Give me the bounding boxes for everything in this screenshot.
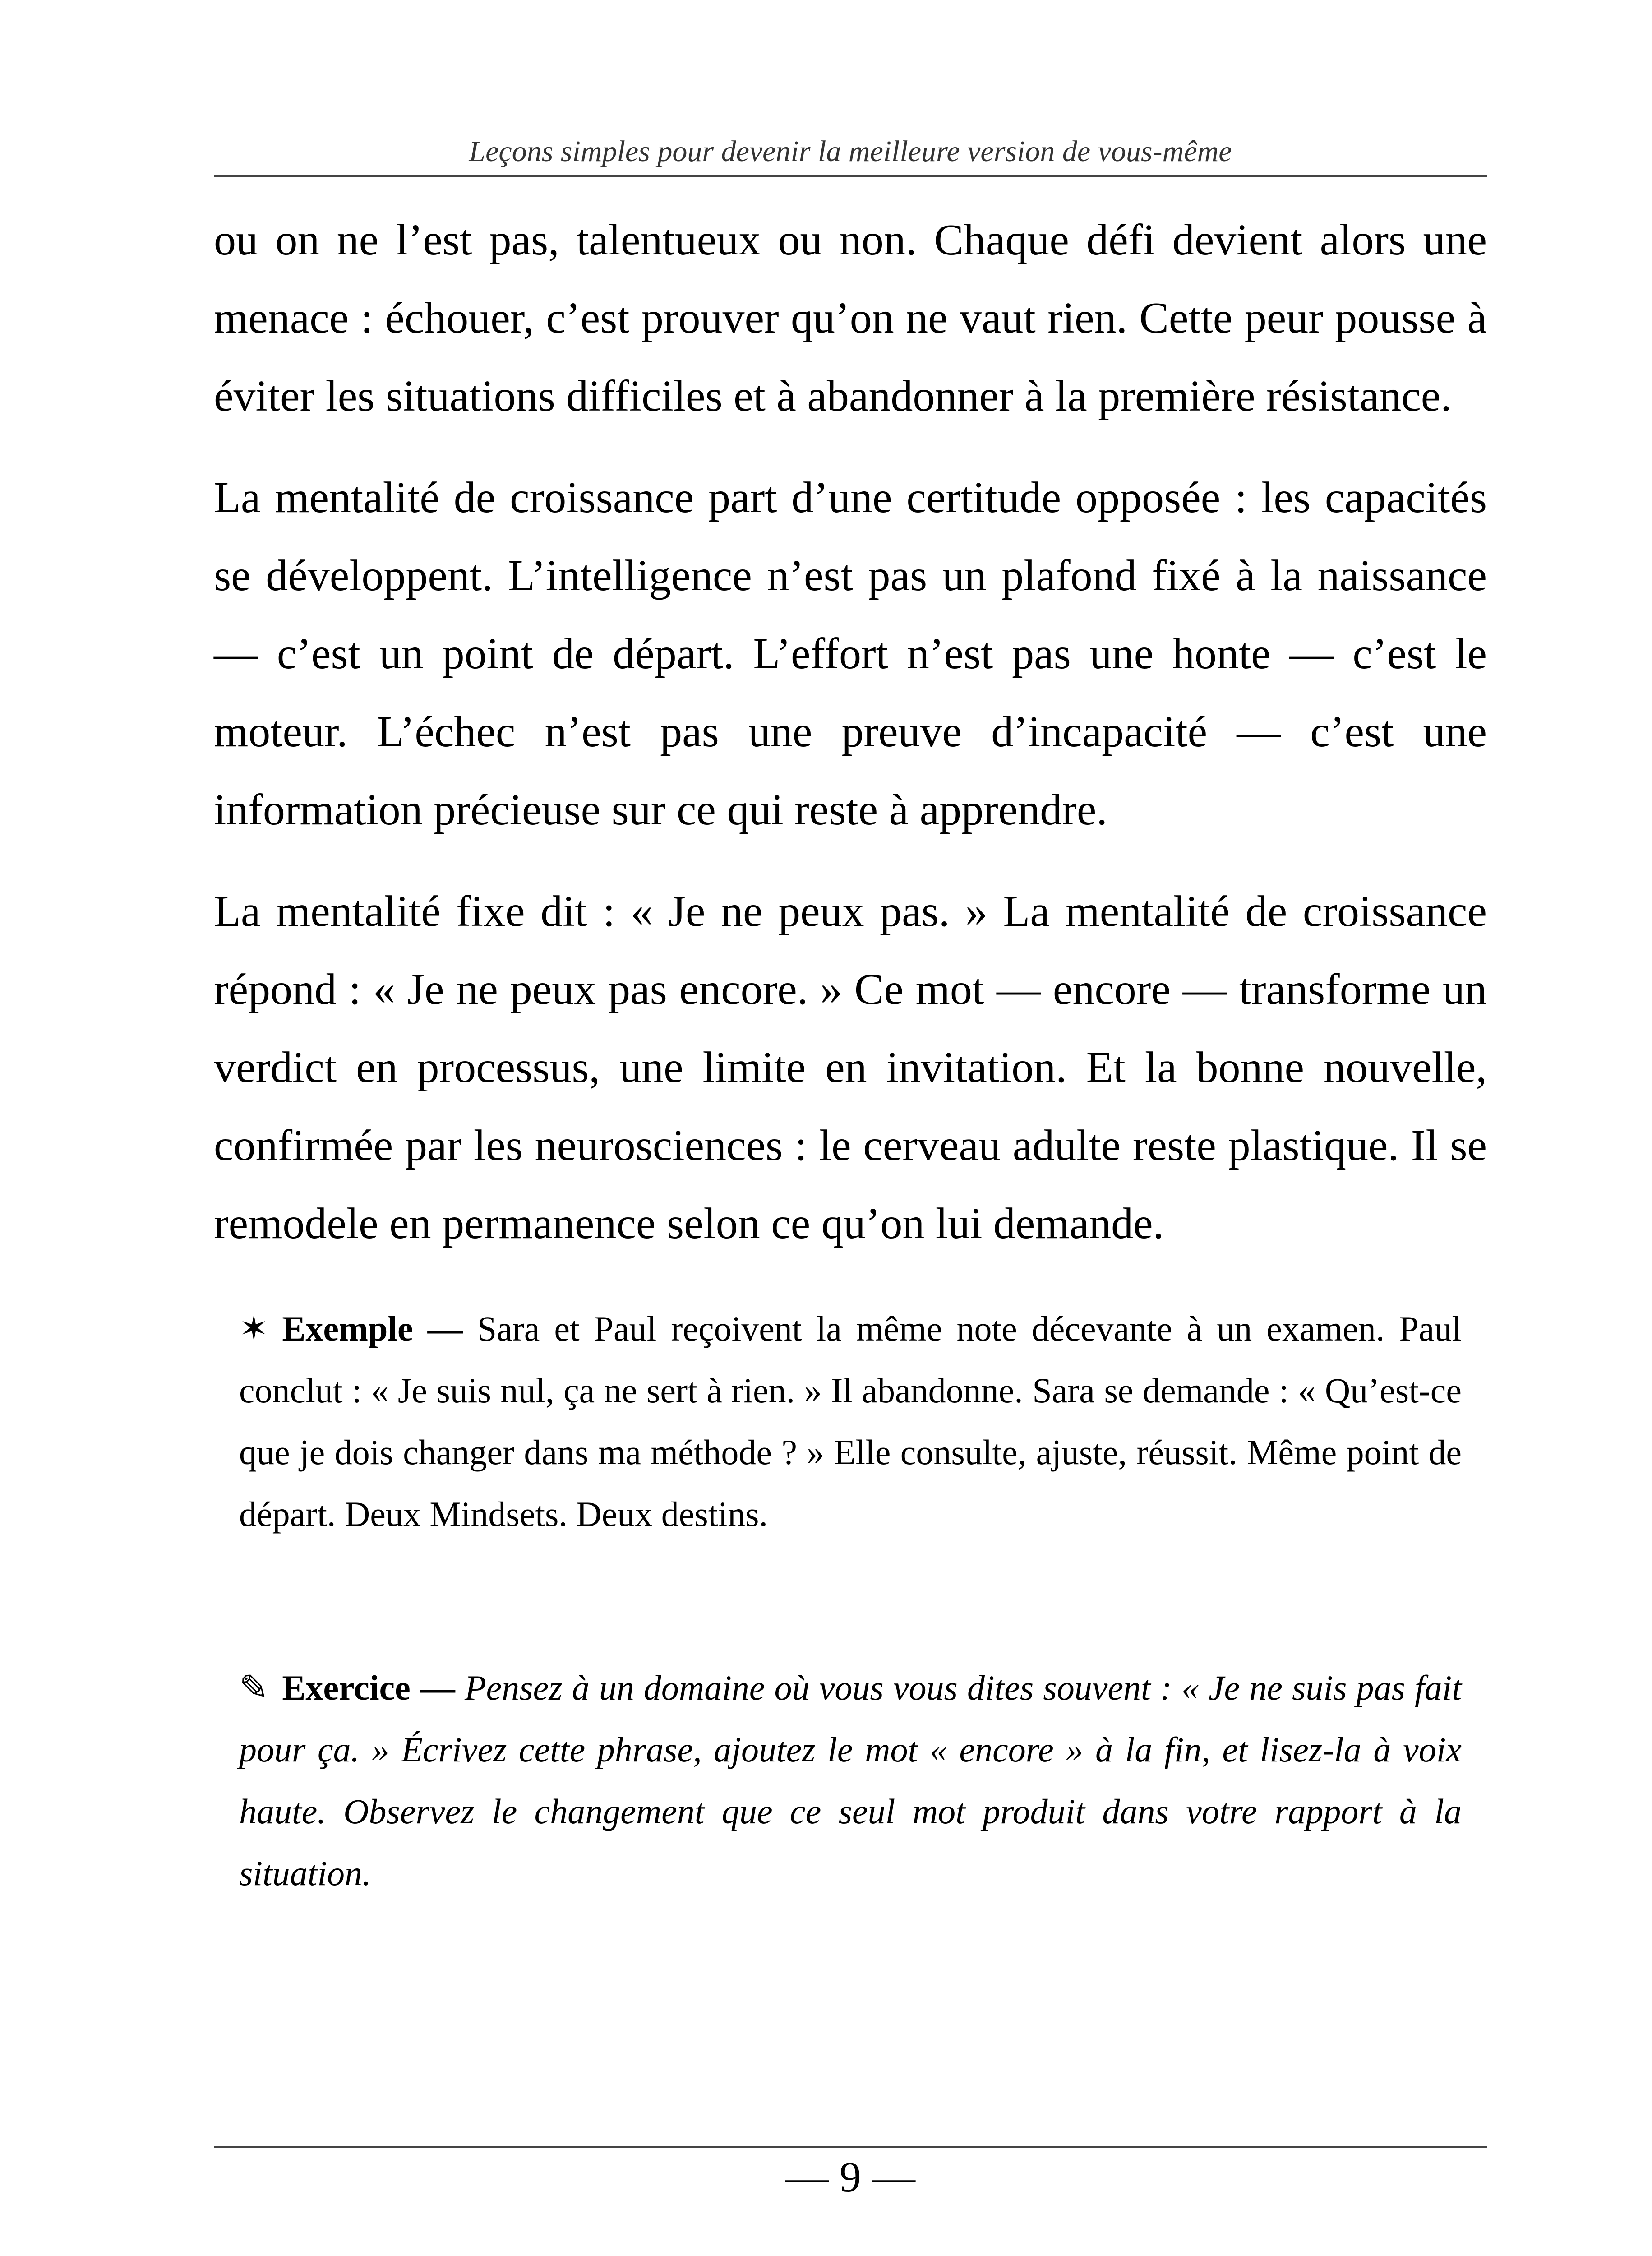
exercise-text: Pensez à un domaine où vous vous dites souvent : « Je ne suis pas fait pour ça. » Écrivez cette phrase, ajoutez le mot « encore » à la fin, et lisez-la à voix haute. Observez le changement que ce seul mot produit dans votre rapport à la situation. bbox=[239, 1668, 1462, 1893]
example-block bbox=[239, 1298, 1462, 1545]
example-label: Exemple — bbox=[282, 1309, 463, 1348]
paragraph-3: La mentalité fixe dit : « Je ne peux pas. » La mentalité de croissance répond : « Je ne peux pas encore. » Ce mot — encore — transforme un verdict en processus, une limite en invitation. Et la bonne nouvelle, confirmée par les neurosciences : le cerveau adulte reste plastique. Il se remodele en permanence selon ce qu’on lui demande. bbox=[214, 887, 1487, 1248]
body-text bbox=[214, 201, 1487, 1286]
header-rule bbox=[214, 175, 1487, 177]
pencil-icon: ✎ bbox=[239, 1668, 269, 1707]
example-text: Sara et Paul reçoivent la même note décevante à un examen. Paul conclut : « Je suis nul, ça ne sert à rien. » Il abandonne. Sara se demande : « Qu’est-ce que je dois changer dans ma méthode ? » Elle consulte, ajuste, réussit. Même point de départ. Deux Mindsets. Deux destins. bbox=[239, 1309, 1462, 1534]
footer-rule bbox=[214, 2146, 1487, 2148]
paragraph-1: ou on ne l’est pas, talentueux ou non. Chaque défi devient alors une menace : échouer, c’est prouver qu’on ne vaut rien. Cette peur pousse à éviter les situations difficiles et à abandonner à la première résistance. bbox=[214, 216, 1487, 421]
exercise-label: Exercice — bbox=[282, 1668, 455, 1707]
exercise-block bbox=[239, 1657, 1462, 1904]
paragraph-2: La mentalité de croissance part d’une certitude opposée : les capacités se développent. L’intelligence n’est pas un plafond fixé à la naissance — c’est un point de départ. L’effort n’est pas une honte — c’est le moteur. L’échec n’est pas une preuve d’incapacité — c’est une information précieuse sur ce qui reste à apprendre. bbox=[214, 473, 1487, 834]
six-pointed-star-icon: ✶ bbox=[239, 1309, 269, 1348]
page-number: — 9 — bbox=[785, 2153, 915, 2201]
running-header: Leçons simples pour devenir la meilleure version de vous-même bbox=[469, 135, 1232, 168]
